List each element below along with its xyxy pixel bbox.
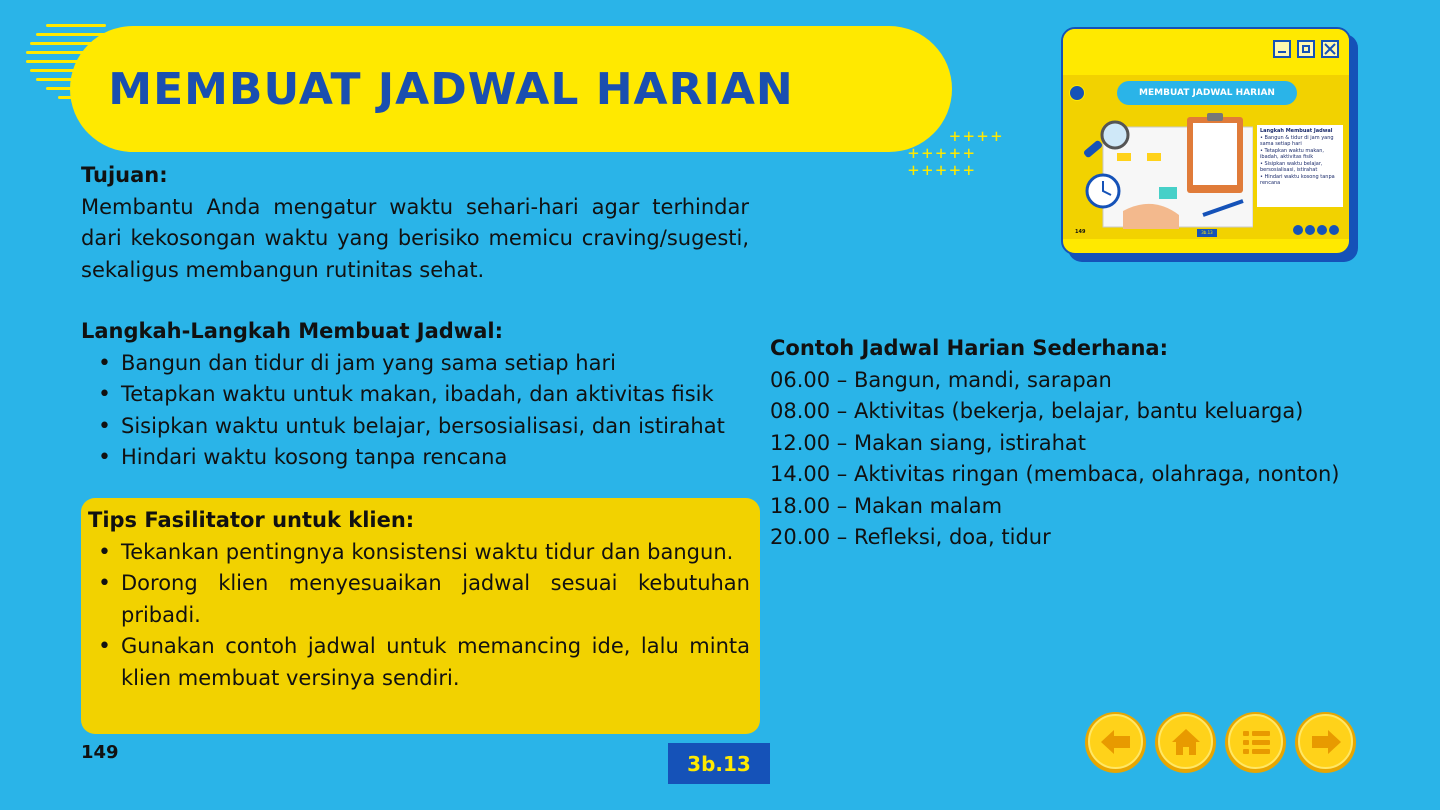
- mini-nav-dot: [1305, 225, 1315, 235]
- arrow-right-icon: [1308, 724, 1344, 760]
- slide-thumbnail-window[interactable]: [1061, 27, 1351, 255]
- page-number: 149: [81, 742, 119, 763]
- logo-icon: [1069, 85, 1085, 101]
- menu-button[interactable]: [1225, 712, 1286, 773]
- mini-nav-dot: [1329, 225, 1339, 235]
- langkah-list: [81, 348, 761, 474]
- schedule-row: 06.00 – Bangun, mandi, sarapan: [770, 367, 1112, 392]
- list-item: • Dorong klien menyesuaikan jadwal sesuai kebutuhan pribadi.: [88, 568, 750, 631]
- home-button[interactable]: [1155, 712, 1216, 773]
- thumbnail-nav: [1293, 225, 1339, 235]
- menu-list-icon: [1238, 724, 1274, 760]
- window-titlebar: [1063, 29, 1349, 77]
- langkah-heading: Langkah-Langkah Membuat Jadwal:: [81, 319, 503, 343]
- prev-button[interactable]: [1085, 712, 1146, 773]
- tips-heading: Tips Fasilitator untuk klien:: [88, 508, 415, 532]
- decorative-plus-pattern: ++++ +++++ +++++: [908, 126, 1005, 181]
- tujuan-section: [81, 160, 749, 286]
- schedule-row: 14.00 – Aktivitas ringan (membaca, olahraga, nonton): [770, 462, 1340, 486]
- list-item: • Tekankan pentingnya konsistensi waktu tidur dan bangun.: [88, 537, 750, 569]
- maximize-icon[interactable]: [1297, 40, 1315, 58]
- list-item: • Hindari waktu kosong tanpa rencana: [81, 442, 761, 474]
- list-item: • Gunakan contoh jadwal untuk memancing ide, lalu minta klien membuat versinya sendiri.: [88, 631, 750, 694]
- list-item: • Tetapkan waktu untuk makan, ibadah, dan aktivitas fisik: [81, 379, 761, 411]
- navigation-buttons: [1085, 712, 1356, 773]
- list-item: • Sisipkan waktu untuk belajar, bersosialisasi, dan istirahat: [81, 411, 761, 443]
- tips-section: [88, 505, 750, 694]
- next-button[interactable]: [1295, 712, 1356, 773]
- page-title: MEMBUAT JADWAL HARIAN: [108, 63, 794, 115]
- schedule-row: 12.00 – Makan siang, istirahat: [770, 430, 1086, 455]
- home-icon: [1168, 724, 1204, 760]
- list-item: • Bangun dan tidur di jam yang sama setiap hari: [81, 348, 761, 380]
- schedule-row: 18.00 – Makan malam: [770, 493, 1003, 518]
- contoh-heading: Contoh Jadwal Harian Sederhana:: [770, 336, 1168, 360]
- title-banner: [70, 26, 952, 152]
- mini-nav-dot: [1293, 225, 1303, 235]
- contoh-section: [770, 333, 1390, 554]
- tujuan-body: Membantu Anda mengatur waktu sehari-hari agar terhindar dari kekosongan waktu yang berisiko memicu craving/sugesti, sekaligus membangun rutinitas sehat.: [81, 194, 749, 282]
- thumbnail-code: 3b.13: [1197, 229, 1217, 237]
- tips-list: [88, 537, 750, 695]
- thumbnail-title: MEMBUAT JADWAL HARIAN: [1117, 81, 1297, 105]
- arrow-left-icon: [1098, 724, 1134, 760]
- schedule-row: 08.00 – Aktivitas (bekerja, belajar, bantu keluarga): [770, 399, 1304, 423]
- thumbnail-page-number: 149: [1075, 229, 1086, 235]
- slide-code-badge: 3b.13: [668, 743, 770, 784]
- calendar-clipboard-illustration: [1083, 111, 1253, 229]
- tujuan-heading: Tujuan:: [81, 163, 168, 187]
- schedule-row: 20.00 – Refleksi, doa, tidur: [770, 525, 1051, 549]
- thumbnail-card: Langkah Membuat Jadwal • Bangun & tidur di jam yang sama setiap hari • Tetapkan waktu makan, ibadah, aktivitas fisik • Sisipkan waktu belajar, bersosialisasi, istirahat • Hindari waktu kosong tanpa rencana: [1257, 125, 1343, 207]
- minimize-icon[interactable]: [1273, 40, 1291, 58]
- thumbnail-content: [1063, 75, 1349, 239]
- close-icon[interactable]: [1321, 40, 1339, 58]
- mini-nav-dot: [1317, 225, 1327, 235]
- langkah-section: [81, 316, 761, 474]
